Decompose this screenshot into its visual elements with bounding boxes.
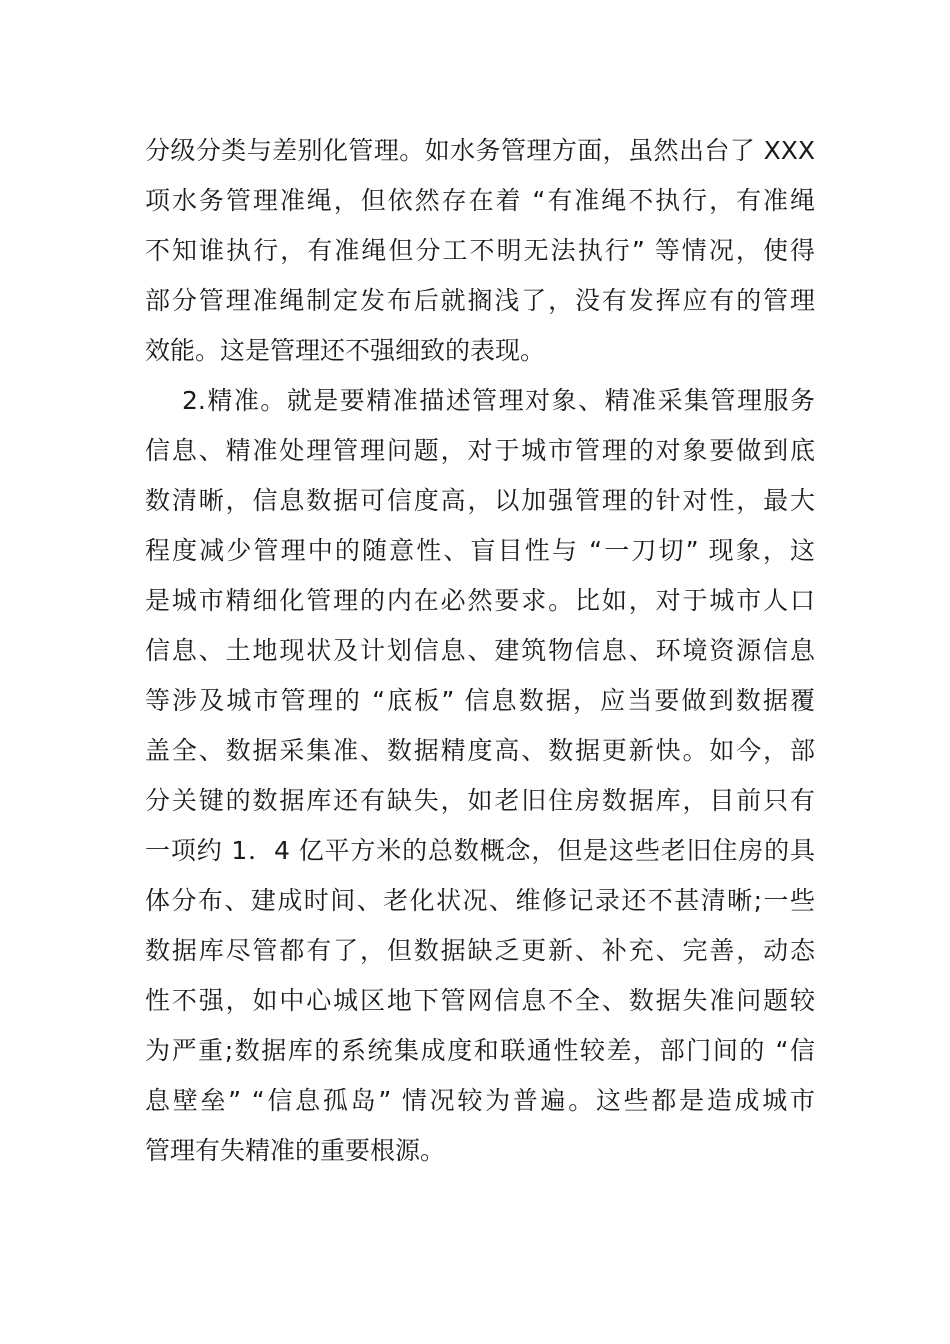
text-line: 2.精准。就是要精准描述管理对象、精准采集管理服务 <box>182 386 815 415</box>
text-line: 一项约 1．4 亿平方米的总数概念，但是这些老旧住房的具 <box>145 836 815 865</box>
text-line: 分级分类与差别化管理。如水务管理方面，虽然出台了 XXX <box>145 136 815 165</box>
text-line: 性不强，如中心城区地下管网信息不全、数据失准问题较 <box>145 986 815 1015</box>
text-line: 数清晰，信息数据可信度高，以加强管理的针对性，最大 <box>145 486 815 515</box>
text-line: 等涉及城市管理的 “底板” 信息数据，应当要做到数据覆 <box>145 686 815 715</box>
text-line: 分关键的数据库还有缺失，如老旧住房数据库，目前只有 <box>145 786 815 815</box>
text-line: 部分管理准绳制定发布后就搁浅了，没有发挥应有的管理 <box>145 286 815 315</box>
text-line: 项水务管理准绳，但依然存在着 “有准绳不执行，有准绳 <box>145 186 815 215</box>
text-line: 体分布、建成时间、老化状况、维修记录还不甚清晰;一些 <box>145 886 815 915</box>
text-line: 管理有失精准的重要根源。 <box>145 1136 446 1165</box>
body-text <box>145 126 815 1176</box>
text-line: 信息、精准处理管理问题，对于城市管理的对象要做到底 <box>145 436 815 465</box>
text-line: 不知谁执行，有准绳但分工不明无法执行” 等情况，使得 <box>145 236 815 265</box>
text-line: 程度减少管理中的随意性、盲目性与 “一刀切” 现象，这 <box>145 536 815 565</box>
text-line: 信息、土地现状及计划信息、建筑物信息、环境资源信息 <box>145 636 815 665</box>
text-line: 盖全、数据采集准、数据精度高、数据更新快。如今，部 <box>145 736 815 765</box>
text-line: 为严重;数据库的系统集成度和联通性较差，部门间的 “信 <box>145 1036 815 1065</box>
text-line: 是城市精细化管理的内在必然要求。比如，对于城市人口 <box>145 586 815 615</box>
text-line: 数据库尽管都有了，但数据缺乏更新、补充、完善，动态 <box>145 936 815 965</box>
text-line: 息壁垒” “信息孤岛” 情况较为普遍。这些都是造成城市 <box>145 1086 815 1115</box>
text-line: 效能。这是管理还不强细致的表现。 <box>145 336 546 365</box>
